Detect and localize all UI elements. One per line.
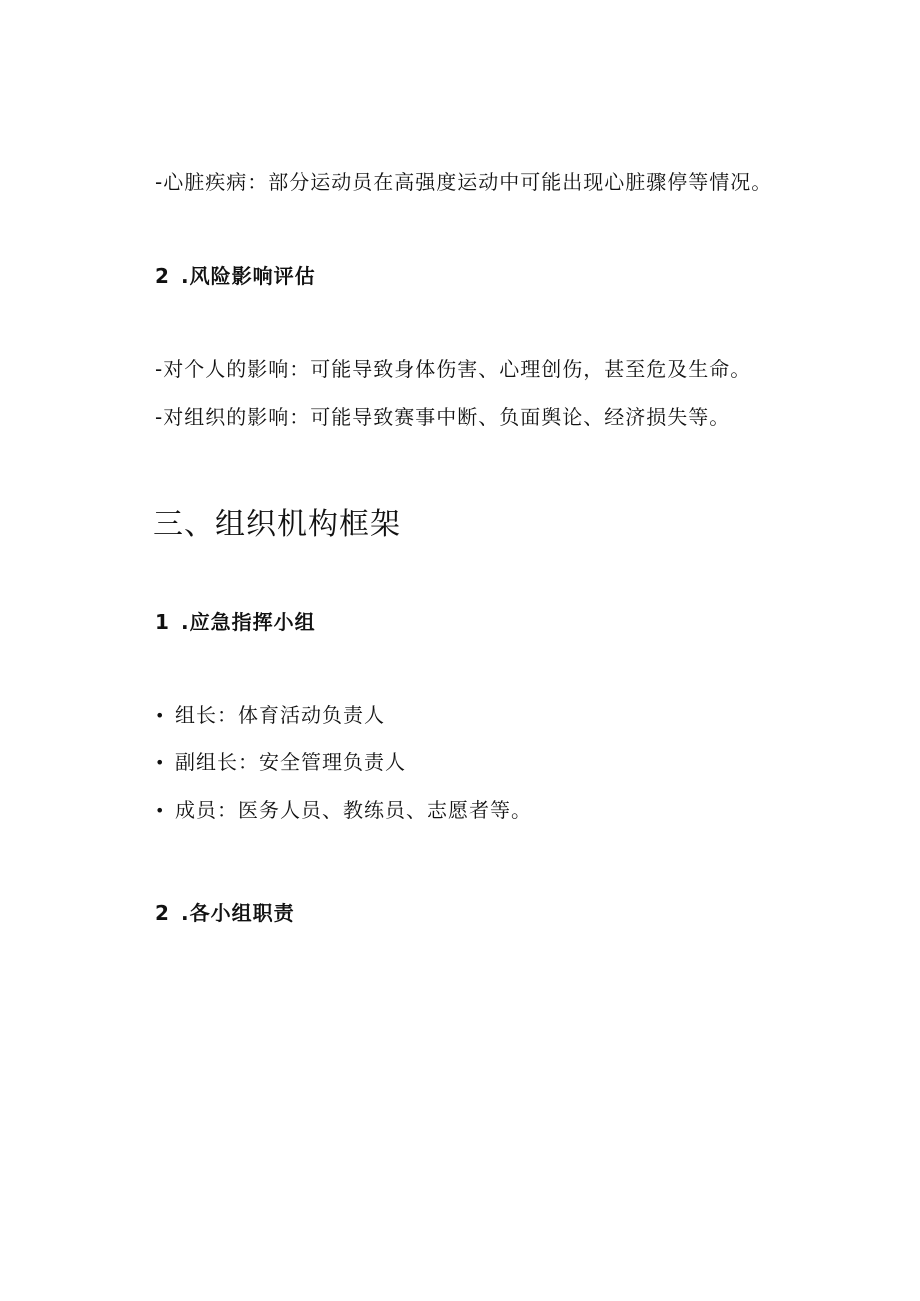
list-item-text: 成员：医务人员、教练员、志愿者等。: [175, 798, 532, 822]
subheading-number: 1: [155, 610, 170, 634]
subheading-risk-impact: [155, 262, 316, 290]
list-item-members: [155, 796, 532, 825]
bullet-icon: •: [155, 801, 166, 820]
subheading-number: 2: [155, 901, 170, 925]
risk-heart-disease-line: -心脏疾病：部分运动员在高强度运动中可能出现心脏骤停等情况。: [155, 170, 773, 194]
impact-organization-line: -对组织的影响：可能导致赛事中断、负面舆论、经济损失等。: [155, 405, 731, 429]
list-item-text: 副组长：安全管理负责人: [175, 750, 406, 774]
list-item-text: 组长：体育活动负责人: [175, 703, 385, 727]
bullet-icon: •: [155, 753, 166, 772]
subheading-number: 2: [155, 264, 170, 288]
bullet-icon: •: [155, 706, 166, 725]
subheading-text: .应急指挥小组: [181, 610, 316, 634]
subheading-command-group: [155, 608, 316, 636]
impact-personal-line: -对个人的影响：可能导致身体伤害、心理创伤，甚至危及生命。: [155, 357, 752, 381]
list-item-leader: [155, 701, 385, 730]
subheading-text: .各小组职责: [181, 901, 295, 925]
subheading-group-duties: [155, 899, 295, 927]
section-title-organization: 三、组织机构框架: [153, 507, 401, 542]
subheading-text: .风险影响评估: [181, 264, 316, 288]
list-item-deputy-leader: [155, 748, 406, 777]
